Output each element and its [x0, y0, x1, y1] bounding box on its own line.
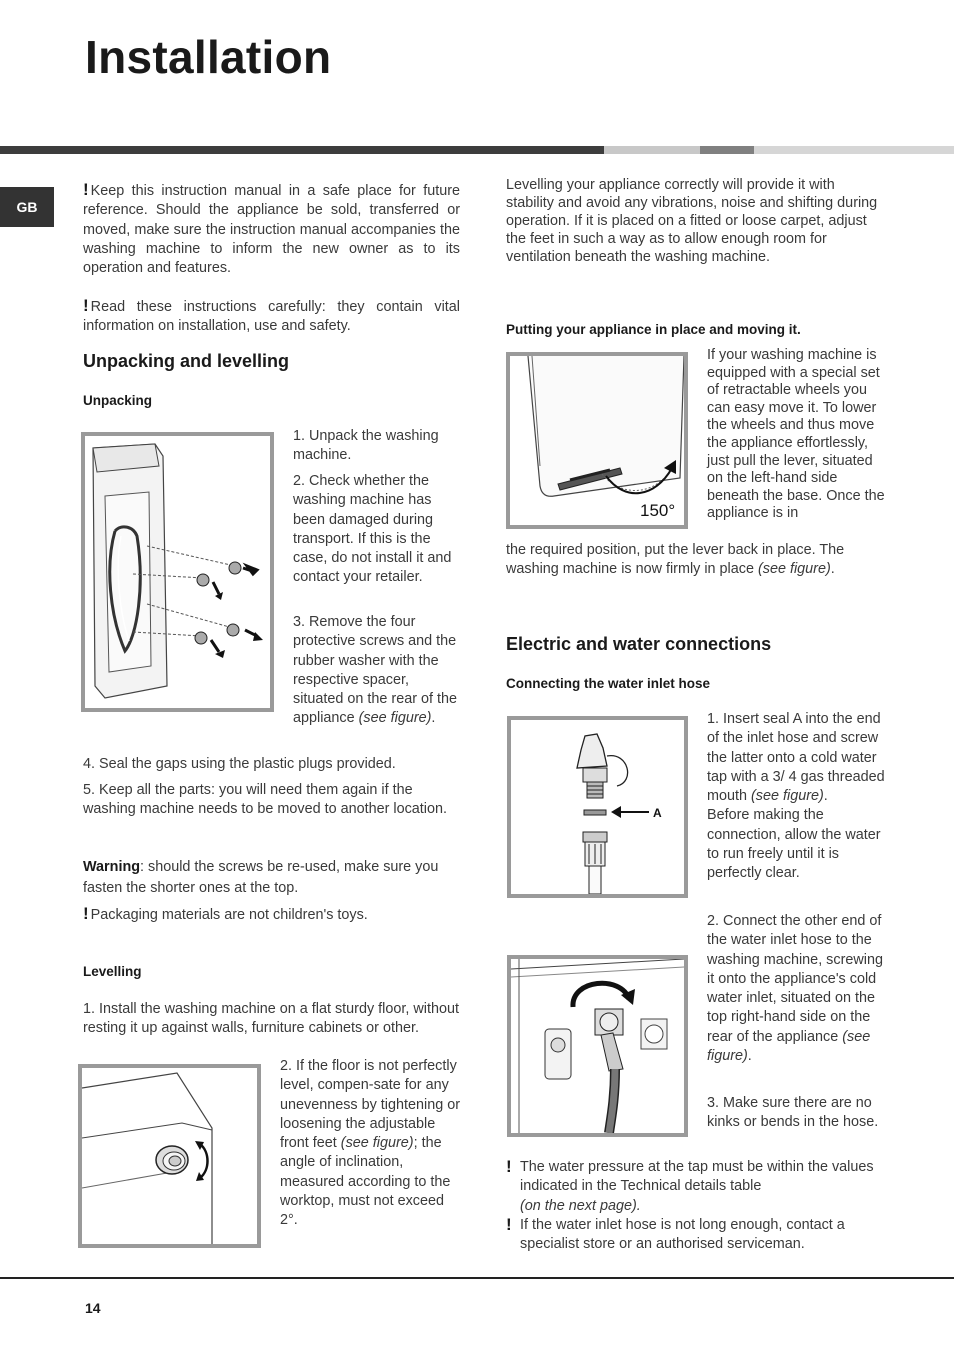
warning-label: Warning	[83, 859, 141, 875]
language-tab: GB	[0, 187, 54, 227]
page-title: Installation	[85, 31, 332, 83]
heading-levelling: Levelling	[83, 964, 142, 979]
levelling-step-2: 2. If the floor is not perfectly level, compen-sate for any unevenness by tightening or loosening the adjustable front feet (see figure); the angle of inclination, measured according to the worktop, must not exceed 2°.	[280, 1058, 461, 1229]
adjustable-foot-illustration	[82, 1068, 257, 1244]
header-bar-light-end	[754, 146, 954, 154]
figure-tap-seal	[507, 716, 688, 898]
footer-rule	[0, 1277, 954, 1279]
unpack-step-1: 1. Unpack the washing machine.	[293, 428, 439, 464]
figure-wheel-lever	[506, 352, 688, 529]
warning-exclamation-icon: !	[506, 1215, 512, 1234]
levelling-step-1: 1. Install the washing machine on a flat sturdy floor, without resting it up against walls, furniture cabinets or other.	[83, 1001, 459, 1037]
levelling-intro: Levelling your appliance correctly will provide it with stability and avoid any vibrations, noise and shifting during operation. If it is placed on a fitted or loose carpet, adjust the feet in such a way as to allow enough room for ventilation beneath the washing machine.	[506, 177, 878, 265]
warning-screws: Warning: should the screws be re-used, make sure you fasten the shorter ones at the top.	[83, 859, 439, 896]
hose-step-2: 2. Connect the other end of the water inlet hose to the washing machine, screwing it onto the appliance's cold water inlet, situated on the top right-hand side on the rear of the appliance (see figure).	[707, 913, 883, 1065]
heading-water-inlet: Connecting the water inlet hose	[506, 676, 711, 691]
rear-inlet-illustration	[511, 959, 684, 1133]
rear-screws-illustration	[85, 436, 270, 708]
warning-exclamation-icon: !	[83, 904, 89, 923]
figure-rear-screws	[81, 432, 274, 712]
section-unpacking-levelling: Unpacking and levelling	[83, 351, 290, 371]
warning-exclamation-icon: !	[83, 296, 89, 315]
figure-adjustable-foot	[78, 1064, 261, 1248]
moving-text-continued: the required position, put the lever back in place. The washing machine is now firmly in place (see figure).	[506, 542, 845, 578]
wheel-lever-illustration	[510, 356, 684, 525]
hose-step-3: 3. Make sure there are no kinks or bends in the hose.	[707, 1095, 879, 1131]
figure-rear-inlet	[507, 955, 688, 1137]
note-water-pressure: ! The water pressure at the tap must be within the values indicated in the Technical details table (on the next page).	[506, 1157, 874, 1214]
warning-exclamation-icon: !	[83, 180, 89, 199]
header-bar-mid	[700, 146, 754, 154]
header-bar-dark	[0, 146, 604, 154]
note-hose-length: ! If the water inlet hose is not long enough, contact a specialist store or an authorised serviceman.	[506, 1215, 845, 1253]
moving-text-side: If your washing machine is equipped with a special set of retractable wheels you can easy move it. To lower the wheels and thus move the appliance effortlessly, just pull the lever, situated on the left-hand side beneath the base. Once the appliance is in	[707, 347, 885, 522]
heading-unpacking: Unpacking	[83, 393, 153, 408]
hose-step-1: 1. Insert seal A into the end of the inlet hose and screw the latter onto a cold water tap with a 3/ 4 gas threaded mouth (see figure). Before making the connection, allow the water to run freely until it is perfectly clear.	[707, 711, 885, 882]
angle-label: 150°	[640, 501, 676, 520]
header-bar-light	[604, 146, 700, 154]
section-electric-water: Electric and water connections	[506, 634, 772, 654]
seal-a-label: A	[653, 806, 662, 820]
unpack-step-4: 4. Seal the gaps using the plastic plugs provided.	[83, 756, 396, 772]
note-keep-manual: ! Keep this instruction manual in a safe place for future reference. Should the appliance be sold, transferred or moved, make sure the instruction manual accompanies the washing machine to inform the new owner as to its operation and features.	[83, 180, 460, 277]
tap-seal-illustration	[511, 720, 684, 894]
unpack-step-5: 5. Keep all the parts: you will need them again if the washing machine needs to be moved to another location.	[83, 782, 447, 818]
note-packaging: ! Packaging materials are not children's toys.	[83, 904, 368, 923]
unpack-step-2: 2. Check whether the washing machine has been damaged during transport. If this is the case, do not install it and contact your retailer.	[293, 473, 452, 586]
note-read-instructions: ! Read these instructions carefully: they contain vital information on installation, use and safety.	[83, 296, 460, 335]
unpack-step-3: 3. Remove the four protective screws and the rubber washer with the respective spacer, situated on the rear of the appliance (see figure).	[293, 614, 458, 727]
warning-exclamation-icon: !	[506, 1157, 512, 1176]
page-number: 14	[85, 1300, 101, 1316]
heading-moving: Putting your appliance in place and moving it.	[506, 322, 801, 337]
